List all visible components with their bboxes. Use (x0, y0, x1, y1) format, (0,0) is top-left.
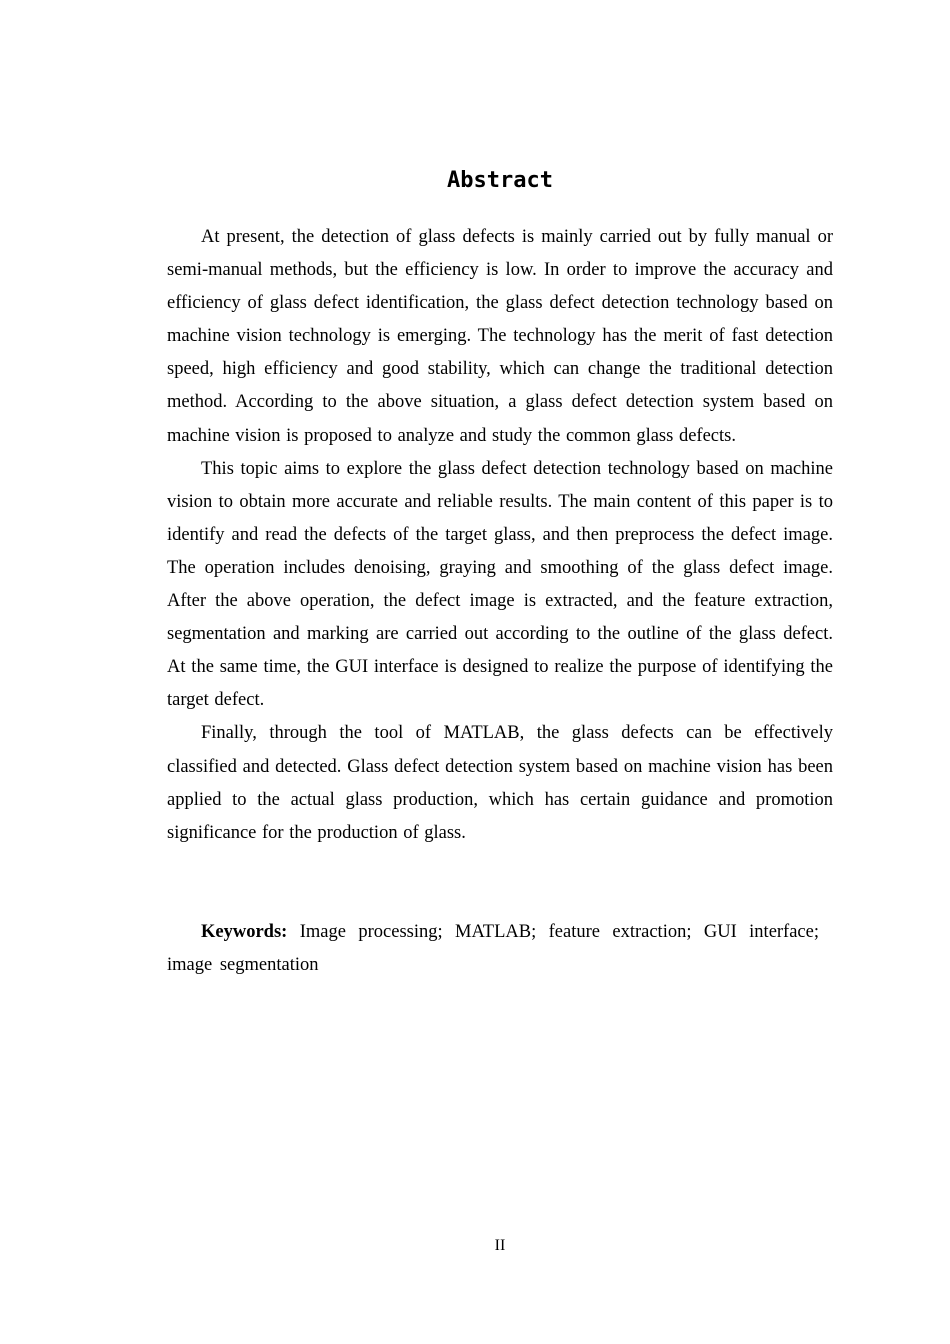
page-number: II (494, 1237, 506, 1254)
abstract-paragraph-2: This topic aims to explore the glass defect detection technology based on machine vision to obtain more accurate and reliable results. The main content of this paper is to identify and read the defects of the target glass, and then preprocess the defect image. The operation includes denoising, graying and smoothing of the glass defect image. After the above operation, the defect image is extracted, and the feature extraction, segmentation and marking are carried out according to the outline of the glass defect. At the same time, the GUI interface is designed to realize the purpose of identifying the target defect. (167, 458, 833, 711)
abstract-title: Abstract (447, 168, 553, 193)
keywords-line (167, 916, 819, 982)
abstract-body (167, 221, 833, 850)
abstract-paragraph-3: Finally, through the tool of MATLAB, the glass defects can be effectively classified and detected. Glass defect detection system based on machine vision has been applied to the actual glass production, which has certain guidance and promotion significance for the production of glass. (167, 723, 833, 843)
keywords-label: Keywords: (201, 922, 288, 942)
abstract-paragraph-1: At present, the detection of glass defects is mainly carried out by fully manual or semi-manual methods, but the efficiency is low. In order to improve the accuracy and efficiency of glass defect identification, the glass defect detection technology based on machine vision technology is emerging. The technology has the merit of fast detection speed, high efficiency and good stability, which can change the traditional detection method. According to the above situation, a glass defect detection system based on machine vision is proposed to analyze and study the common glass defects. (167, 227, 833, 446)
keywords-text: Image processing; MATLAB; feature extraction; GUI interface; image segmentation (167, 922, 819, 976)
